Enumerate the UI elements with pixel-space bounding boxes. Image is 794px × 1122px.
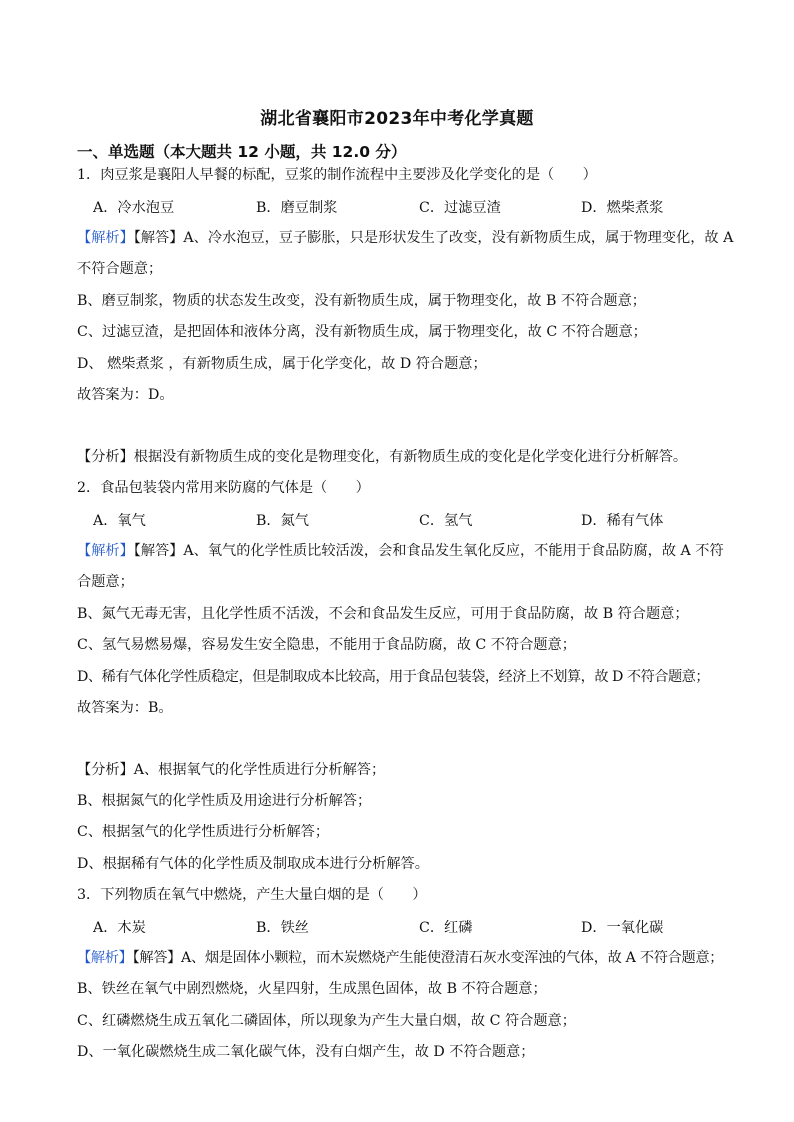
q2-option-a: A．氧气	[93, 513, 146, 529]
q2-option-c: C．氢气	[419, 513, 473, 529]
section-heading: 一、单选题（本大题共 12 小题，共 12.0 分）	[77, 143, 407, 161]
q1-jiexi-line-3: B、磨豆制浆，物质的状态发生改变，没有新物质生成，属于物理变化，故 B 不符合题意；	[77, 293, 646, 309]
q1-jiexi-line-1: 【解析】【解答】A、冷水泡豆，豆子膨胀，只是形状发生了改变，没有新物质生成，属于物理变化，故 A	[77, 230, 734, 246]
question-1-stem: 1．肉豆浆是襄阳人早餐的标配，豆浆的制作流程中主要涉及化学变化的是（ ）	[77, 167, 597, 183]
q3-option-d: D．一氧化碳	[581, 920, 664, 936]
q1-option-b: B．磨豆制浆	[256, 200, 338, 216]
q2-jiexi-line-6: 故答案为：B。	[77, 700, 173, 716]
q2-fenxi-line-1: 【分析】A、根据氧气的化学性质进行分析解答；	[77, 762, 386, 778]
q3-jiexi-line-1: 【解析】【解答】A、烟是固体小颗粒，而木炭燃烧产生能使澄清石灰水变浑浊的气体，故 A 不符合题意；	[77, 950, 724, 966]
q1-option-d: D．燃柴煮浆	[581, 200, 664, 216]
q1-jiexi-line-4: C、过滤豆渣，是把固体和液体分离，没有新物质生成，属于物理变化，故 C 不符合题意；	[77, 324, 647, 340]
q2-fenxi-line-3: C、根据氢气的化学性质进行分析解答；	[77, 824, 330, 840]
q2-option-b: B．氮气	[256, 513, 309, 529]
q3-jiexi-line-2: B、铁丝在氧气中剧烈燃烧，火星四射，生成黑色固体，故 B 不符合题意；	[77, 981, 547, 997]
q1-jiexi-line-5: D、 燃柴煮浆 ，有新物质生成，属于化学变化，故 D 符合题意；	[77, 356, 487, 372]
q2-fenxi-line-4: D、根据稀有气体的化学性质及制取成本进行分析解答。	[77, 856, 429, 872]
q3-jiexi-line-4: D、一氧化碳燃烧生成二氧化碳气体，没有白烟产生，故 D 不符合题意；	[77, 1044, 535, 1060]
q1-option-c: C．过滤豆渣	[419, 200, 501, 216]
jiexi-tag: 【解析】	[77, 950, 133, 966]
q2-jiexi-line-3: B、氮气无毒无害，且化学性质不活泼，不会和食品发生反应，可用于食品防腐，故 B 符合题意；	[77, 606, 689, 622]
q2-fenxi-line-2: B、根据氮气的化学性质及用途进行分析解答；	[77, 793, 372, 809]
q3-option-b: B．铁丝	[256, 920, 309, 936]
q1-option-a: A．冷水泡豆	[93, 200, 175, 216]
q2-option-d: D．稀有气体	[581, 513, 664, 529]
question-3-stem: 3．下列物质在氧气中燃烧，产生大量白烟的是（ ）	[77, 887, 427, 903]
q3-option-c: C．红磷	[419, 920, 473, 936]
q3-jiexi-line-3: C、红磷燃烧生成五氧化二磷固体，所以现象为产生大量白烟，故 C 符合题意；	[77, 1013, 576, 1029]
q2-jiexi-line-2: 合题意；	[77, 574, 134, 590]
page-title: 湖北省襄阳市2023年中考化学真题	[260, 109, 534, 129]
jiexi-tag: 【解析】	[77, 543, 134, 559]
jiexi-tag: 【解析】	[77, 230, 134, 246]
q2-jiexi-line-1: 【解析】【解答】A、氧气的化学性质比较活泼，会和食品发生氧化反应，不能用于食品防腐，故 A 不符	[77, 543, 724, 559]
q1-jiexi-line-6: 故答案为：D。	[77, 387, 174, 403]
q1-jiexi-line-2: 不符合题意；	[77, 261, 163, 277]
q2-jiexi-line-5: D、稀有气体化学性质稳定，但是制取成本比较高，用于食品包装袋，经济上不划算，故 D 不符合题意；	[77, 669, 710, 685]
q3-option-a: A．木炭	[93, 920, 146, 936]
q1-fenxi: 【分析】根据没有新物质生成的变化是物理变化，有新物质生成的变化是化学变化进行分析解答。	[77, 449, 688, 465]
q2-jiexi-line-4: C、氢气易燃易爆，容易发生安全隐患，不能用于食品防腐，故 C 不符合题意；	[77, 637, 576, 653]
question-2-stem: 2．食品包装袋内常用来防腐的气体是（ ）	[77, 480, 370, 496]
